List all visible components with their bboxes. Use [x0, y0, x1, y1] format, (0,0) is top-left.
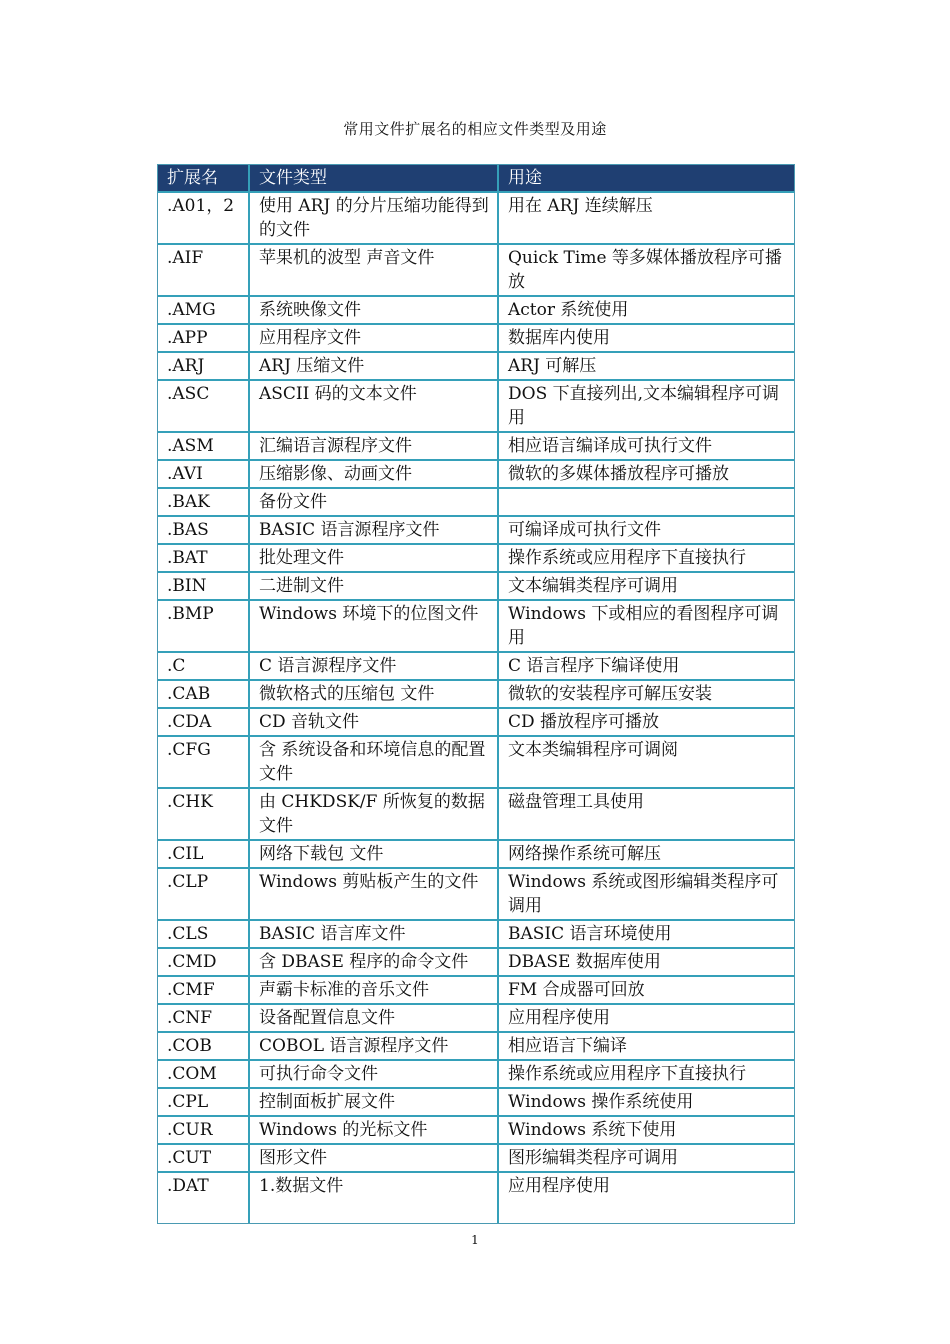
cell-file-type: 使用 ARJ 的分片压缩功能得到的文件	[250, 193, 499, 245]
cell-extension: .BAS	[158, 517, 250, 545]
table-row	[158, 517, 794, 545]
cell-extension: .ARJ	[158, 353, 250, 381]
cell-file-type: Windows 的光标文件	[250, 1117, 499, 1145]
cell-file-type: COBOL 语言源程序文件	[250, 1033, 499, 1061]
cell-file-type: 1.数据文件	[250, 1173, 499, 1223]
cell-file-type: C 语言源程序文件	[250, 653, 499, 681]
cell-usage: Actor 系统使用	[499, 297, 794, 325]
table-row	[158, 325, 794, 353]
table-row	[158, 353, 794, 381]
cell-extension: .APP	[158, 325, 250, 353]
cell-extension: .BAK	[158, 489, 250, 517]
table-row	[158, 1089, 794, 1117]
cell-usage: FM 合成器可回放	[499, 977, 794, 1005]
table-body	[158, 193, 794, 1223]
cell-usage: Windows 系统下使用	[499, 1117, 794, 1145]
cell-extension: .COM	[158, 1061, 250, 1089]
table-row	[158, 573, 794, 601]
table-row	[158, 653, 794, 681]
table-row	[158, 709, 794, 737]
cell-extension: .ASM	[158, 433, 250, 461]
cell-usage: 磁盘管理工具使用	[499, 789, 794, 841]
cell-usage: 可编译成可执行文件	[499, 517, 794, 545]
cell-file-type: 含 系统设备和环境信息的配置文件	[250, 737, 499, 789]
cell-usage: 操作系统或应用程序下直接执行	[499, 1061, 794, 1089]
cell-extension: .CUT	[158, 1145, 250, 1173]
cell-file-type: 控制面板扩展文件	[250, 1089, 499, 1117]
cell-usage: BASIC 语言环境使用	[499, 921, 794, 949]
cell-file-type: BASIC 语言库文件	[250, 921, 499, 949]
cell-extension: .CAB	[158, 681, 250, 709]
cell-extension: .DAT	[158, 1173, 250, 1223]
cell-usage: Windows 系统或图形编辑类程序可调用	[499, 869, 794, 921]
table-row	[158, 1005, 794, 1033]
table-row	[158, 1061, 794, 1089]
cell-file-type: 二进制文件	[250, 573, 499, 601]
cell-file-type: Windows 剪贴板产生的文件	[250, 869, 499, 921]
table-header-row	[158, 165, 794, 193]
cell-usage: ARJ 可解压	[499, 353, 794, 381]
table-row	[158, 601, 794, 653]
table-row	[158, 461, 794, 489]
cell-extension: .CLS	[158, 921, 250, 949]
table-row	[158, 1145, 794, 1173]
cell-usage: 应用程序使用	[508, 1176, 610, 1196]
table-row	[158, 297, 794, 325]
cell-extension: .CMD	[158, 949, 250, 977]
table-row	[158, 433, 794, 461]
cell-usage: DOS 下直接列出,文本编辑程序可调用	[499, 381, 794, 433]
cell-extension: .CUR	[158, 1117, 250, 1145]
cell-file-type: 备份文件	[250, 489, 499, 517]
cell-extension: .CIL	[158, 841, 250, 869]
cell-file-type: 批处理文件	[250, 545, 499, 573]
cell-usage: 网络操作系统可解压	[499, 841, 794, 869]
cell-file-type: 汇编语言源程序文件	[250, 433, 499, 461]
table-row	[158, 977, 794, 1005]
table-row	[158, 489, 794, 517]
cell-usage: 文本编辑类程序可调用	[499, 573, 794, 601]
cell-extension: .CPL	[158, 1089, 250, 1117]
cell-extension: .COB	[158, 1033, 250, 1061]
table-row	[158, 1033, 794, 1061]
cell-file-type: 系统映像文件	[250, 297, 499, 325]
cell-extension: .CLP	[158, 869, 250, 921]
cell-extension: .AIF	[158, 245, 250, 297]
cell-file-type: CD 音轨文件	[250, 709, 499, 737]
cell-file-type: ARJ 压缩文件	[250, 353, 499, 381]
cell-usage: Quick Time 等多媒体播放程序可播放	[499, 245, 794, 297]
cell-extension: .BAT	[158, 545, 250, 573]
column-header-usage: 用途	[499, 165, 794, 193]
cell-file-type: BASIC 语言源程序文件	[250, 517, 499, 545]
page-title: 常用文件扩展名的相应文件类型及用途	[343, 120, 607, 138]
cell-usage: 数据库内使用	[499, 325, 794, 353]
cell-usage: Windows 操作系统使用	[499, 1089, 794, 1117]
table-row	[158, 1173, 794, 1223]
cell-file-type: 网络下载包 文件	[250, 841, 499, 869]
cell-extension: .CMF	[158, 977, 250, 1005]
cell-file-type: 压缩影像、动画文件	[250, 461, 499, 489]
cell-usage: 相应语言下编译	[499, 1033, 794, 1061]
cell-extension: .AVI	[158, 461, 250, 489]
cell-file-type: 声霸卡标准的音乐文件	[250, 977, 499, 1005]
table-row	[158, 789, 794, 841]
cell-file-type: 应用程序文件	[250, 325, 499, 353]
table-row	[158, 841, 794, 869]
cell-extension: .CNF	[158, 1005, 250, 1033]
cell-extension: .CHK	[158, 789, 250, 841]
cell-file-type: Windows 环境下的位图文件	[250, 601, 499, 653]
table-row	[158, 245, 794, 297]
cell-file-type: 可执行命令文件	[250, 1061, 499, 1089]
cell-usage: 应用程序使用	[499, 1005, 794, 1033]
extension-table-container	[157, 164, 793, 1224]
cell-extension: .ASC	[158, 381, 250, 433]
cell-usage: 微软的安装程序可解压安装	[499, 681, 794, 709]
cell-usage: C 语言程序下编译使用	[499, 653, 794, 681]
cell-file-type: 含 DBASE 程序的命令文件	[250, 949, 499, 977]
cell-file-type: 苹果机的波型 声音文件	[250, 245, 499, 297]
table-row	[158, 921, 794, 949]
table-row	[158, 193, 794, 245]
cell-usage: 微软的多媒体播放程序可播放	[499, 461, 794, 489]
cell-extension: .A01，2	[158, 193, 250, 245]
cell-extension: .CDA	[158, 709, 250, 737]
cell-usage: 操作系统或应用程序下直接执行	[499, 545, 794, 573]
cell-file-type: 图形文件	[250, 1145, 499, 1173]
table-row	[158, 1117, 794, 1145]
table-row	[158, 869, 794, 921]
cell-extension: .C	[158, 653, 250, 681]
column-header-file-type: 文件类型	[250, 165, 499, 193]
cell-usage: 图形编辑类程序可调用	[499, 1145, 794, 1173]
cell-usage	[499, 489, 794, 517]
cell-usage: 相应语言编译成可执行文件	[499, 433, 794, 461]
table-row	[158, 949, 794, 977]
cell-extension: .CFG	[158, 737, 250, 789]
cell-usage: Windows 下或相应的看图程序可调用	[499, 601, 794, 653]
cell-extension: .AMG	[158, 297, 250, 325]
page-number: 1	[471, 1233, 479, 1247]
cell-extension: .BIN	[158, 573, 250, 601]
cell-file-type: ASCII 码的文本文件	[250, 381, 499, 433]
table-row	[158, 545, 794, 573]
table-row	[158, 681, 794, 709]
cell-usage: 文本类编辑程序可调阅	[499, 737, 794, 789]
cell-file-type: 微软格式的压缩包 文件	[250, 681, 499, 709]
cell-usage: DBASE 数据库使用	[499, 949, 794, 977]
extension-table	[157, 164, 795, 1224]
table-row	[158, 737, 794, 789]
column-header-extension: 扩展名	[158, 165, 250, 193]
table-row	[158, 381, 794, 433]
cell-file-type: 设备配置信息文件	[250, 1005, 499, 1033]
cell-usage: 用在 ARJ 连续解压	[499, 193, 794, 245]
cell-extension: .BMP	[158, 601, 250, 653]
cell-usage: CD 播放程序可播放	[499, 709, 794, 737]
cell-file-type: 由 CHKDSK/F 所恢复的数据文件	[250, 789, 499, 841]
